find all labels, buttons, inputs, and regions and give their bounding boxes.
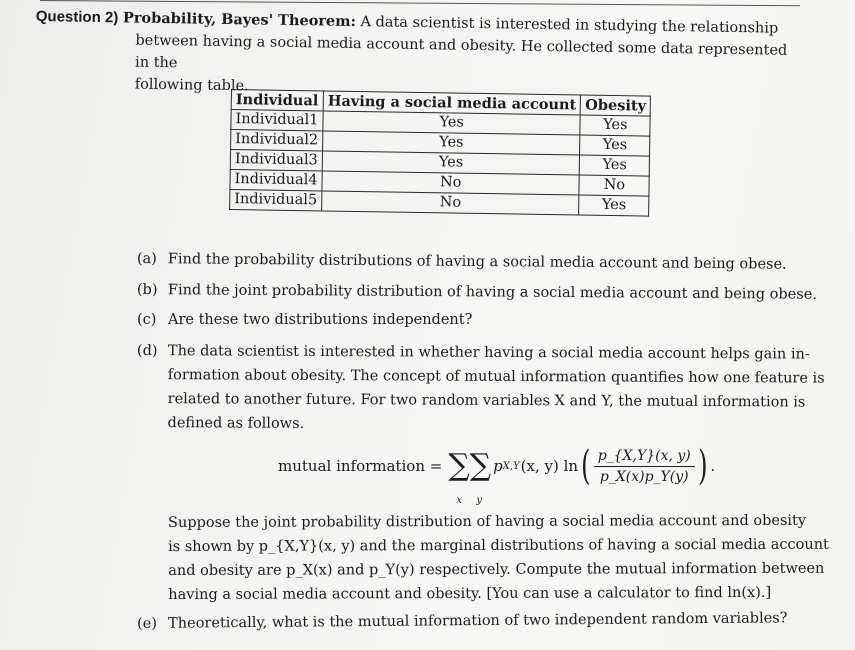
- part-c: [137, 308, 472, 332]
- formula-term-sub: X,Y: [502, 460, 520, 472]
- cell-social-media: Yes: [323, 111, 581, 135]
- part-d: [136, 339, 824, 439]
- mutual-information-formula: mutual information = ∑∑ x y p X,Y (x, y) ln ( $\frac{p\_\{X,Y\}(x, y)}{p\_X(x)p\_Y(y)}$ ) .: [278, 443, 716, 506]
- cell-obesity: Yes: [579, 195, 649, 216]
- data-table: [229, 89, 651, 217]
- top-rule: [40, 0, 800, 6]
- cell-social-media: No: [322, 191, 580, 215]
- part-a: [137, 247, 787, 277]
- question-number: Question 2): [35, 7, 119, 27]
- question-title: Probability, Bayes' Theorem:: [122, 9, 357, 31]
- fraction-denominator: p_X(x)p_Y(y): [599, 468, 689, 485]
- cell-individual: Individual3: [230, 150, 322, 171]
- cell-social-media: No: [322, 171, 580, 195]
- double-sum: [448, 448, 492, 506]
- part-d-line-2: formation about obesity. The concept of mutual information quantifies how one feature is: [167, 367, 825, 387]
- cell-individual: Individual5: [230, 189, 322, 210]
- right-paren: ): [697, 443, 708, 489]
- part-d-line-4: defined as follows.: [167, 415, 305, 432]
- formula-fraction: [594, 448, 695, 485]
- sum-subscript-x: x: [456, 495, 462, 506]
- part-e-label: (e): [137, 615, 158, 632]
- cell-individual: Individual2: [231, 130, 323, 151]
- part-b-text: Find the joint probability distribution of having a social media account and being obese.: [167, 282, 817, 303]
- cell-obesity: No: [579, 175, 649, 196]
- part-d-after-2: is shown by p_{X,Y}(x, y) and the marginal distributions of having a social media account: [168, 536, 829, 555]
- sum-symbol: ∑∑: [448, 448, 492, 483]
- part-c-label: (c): [137, 312, 157, 328]
- left-paren: (: [581, 443, 591, 489]
- part-d-label: (d): [136, 342, 158, 360]
- part-b: [137, 278, 817, 307]
- header-individual: Individual: [231, 90, 323, 111]
- cell-individual: Individual1: [231, 110, 323, 131]
- question-intro-3: following table.: [134, 76, 249, 95]
- cell-individual: Individual4: [230, 169, 322, 190]
- header-obesity: Obesity: [581, 95, 651, 116]
- part-d-after-4: having a social media account and obesity. [You can use a calculator to find ln(x).]: [168, 584, 772, 603]
- part-a-label: (a): [136, 250, 157, 268]
- cell-social-media: Yes: [322, 151, 580, 175]
- part-d-after-3: and obesity are p_X(x) and p_Y(y) respectively. Compute the mutual information between: [168, 560, 825, 579]
- cell-obesity: Yes: [580, 115, 650, 136]
- part-d-after-1: Suppose the joint probability distribution of having a social media account and obesity: [168, 512, 807, 531]
- part-d-line-3: related to another future. For two random variables X and Y, the mutual information is: [167, 391, 806, 411]
- cell-obesity: Yes: [580, 135, 650, 156]
- fraction-numerator: p_{X,Y}(x, y): [594, 448, 695, 467]
- formula-term-args: (x, y) ln: [520, 457, 579, 475]
- formula-lhs: mutual information =: [278, 457, 443, 475]
- cell-social-media: Yes: [322, 131, 580, 155]
- question-intro-2: between having a social media account and obesity. He collected some data represented in the: [134, 32, 788, 72]
- part-d-followup: [168, 509, 829, 607]
- part-b-label: (b): [136, 281, 158, 299]
- sum-subscript-y: y: [476, 495, 482, 506]
- part-c-text: Are these two distributions independent?: [168, 312, 473, 328]
- part-d-line-1: The data scientist is interested in whether having a social media account helps gain in-: [167, 343, 810, 363]
- question-intro-1: A data scientist is interested in studying the relationship: [360, 14, 779, 37]
- part-e: [137, 606, 788, 636]
- part-e-text: Theoretically, what is the mutual information of two independent random variables?: [168, 610, 788, 632]
- part-a-text: Find the probability distributions of having a social media account and being obese.: [167, 251, 787, 273]
- formula-term: p: [493, 457, 503, 475]
- header-social-media: Having a social media account: [323, 91, 581, 115]
- cell-obesity: Yes: [580, 155, 650, 176]
